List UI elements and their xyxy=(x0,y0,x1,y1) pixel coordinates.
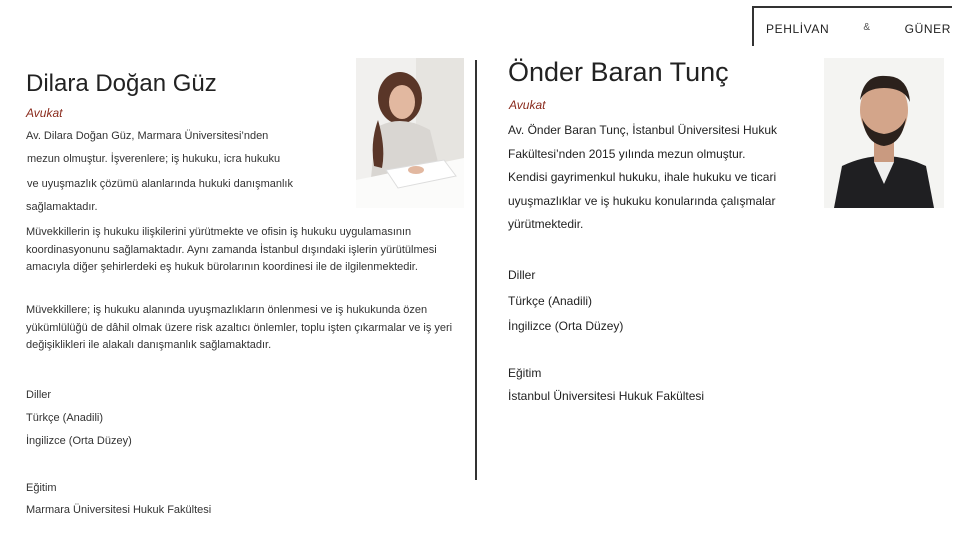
right-profile-name: Önder Baran Tunç xyxy=(508,57,729,87)
left-profile-role: Avukat xyxy=(26,106,63,120)
left-education-heading: Eğitim xyxy=(26,482,57,494)
left-language-item: İngilizce (Orta Düzey) xyxy=(26,435,132,447)
left-bio-line: ve uyuşmazlık çözümü alanlarında hukuki danışmanlık xyxy=(27,178,293,190)
left-bio-line: sağlamaktadır. xyxy=(26,201,98,213)
right-bio-line: Kendisi gayrimenkul hukuku, ihale hukuku ve ticari xyxy=(508,170,777,184)
left-bio-line: Av. Dilara Doğan Güz, Marmara Üniversitesi’nden xyxy=(26,130,269,142)
left-education-item: Marmara Üniversitesi Hukuk Fakültesi xyxy=(26,504,212,516)
left-profile-photo xyxy=(356,58,464,208)
right-profile-role: Avukat xyxy=(509,98,546,112)
logo-name-left: PEHLİVAN xyxy=(766,22,830,36)
left-paragraph-2: Müvekkillere; iş hukuku alanında uyuşmazlıkların önlenmesi ve iş hukukunda özen yükümlülüğü de dâhil olmak üzere risk azaltıcı önlemler, toplu işten çıkarmalar ve iş yeri değişiklikleri ile alakalı danışmanlık sağlamaktadır. xyxy=(26,304,453,351)
column-divider xyxy=(475,60,477,480)
logo-name-right: GÜNER xyxy=(904,22,951,36)
right-education-item: İstanbul Üniversitesi Hukuk Fakültesi xyxy=(508,389,705,403)
right-bio-line: Fakültesi’nden 2015 yılında mezun olmuştur. xyxy=(508,147,746,161)
left-language-item: Türkçe (Anadili) xyxy=(26,412,104,424)
right-language-item: Türkçe (Anadili) xyxy=(508,294,593,308)
logo-ampersand: & xyxy=(863,22,871,33)
left-paragraph-1: Müvekkillerin iş hukuku ilişkilerini yürütmekte ve ofisin iş hukuku uygulamasının koordinasyonunu sağlamaktadır. Aynı zamanda İstanbul dışındaki işlerin yürütülmesi amacıyla diğer şehirlerdeki eş hukuk bürolarının koordinesi ile de ilgilenmektedir. xyxy=(26,226,437,273)
left-languages-heading: Diller xyxy=(26,389,52,401)
right-language-item: İngilizce (Orta Düzey) xyxy=(508,319,624,333)
right-bio-line: Av. Önder Baran Tunç, İstanbul Üniversitesi Hukuk xyxy=(508,123,778,137)
right-profile-photo xyxy=(824,58,944,208)
right-languages-heading: Diller xyxy=(508,268,536,282)
left-profile-name: Dilara Doğan Güz xyxy=(26,70,217,97)
firm-logo xyxy=(752,6,952,46)
right-bio-line: uyuşmazlıklar ve iş hukuku konularında çalışmalar xyxy=(508,194,776,208)
left-bio-line: mezun olmuştur. İşverenlere; iş hukuku, icra hukuku xyxy=(27,153,281,165)
right-bio-line: yürütmektedir. xyxy=(508,217,584,231)
right-education-heading: Eğitim xyxy=(508,366,542,380)
